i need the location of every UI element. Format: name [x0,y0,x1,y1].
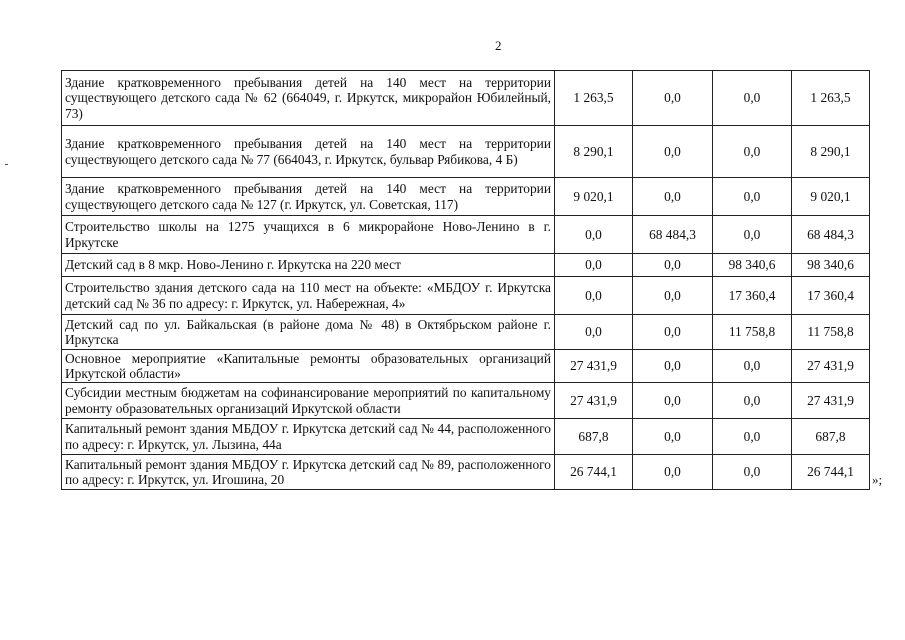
table-row [62,383,870,419]
value-cell: 0,0 [713,71,792,126]
value-cell: 0,0 [633,277,713,315]
value-cell: 0,0 [633,383,713,419]
budget-table [61,70,870,490]
row-description: Здание кратковременного пребывания детей на 140 мест на территории существующего детского сада № 127 (г. Иркутск, ул. Советская, 117) [62,178,555,216]
value-cell: 0,0 [555,254,633,277]
table-row [62,216,870,254]
row-description: Детский сад по ул. Байкальская (в районе дома № 48) в Октябрьском районе г. Иркутска [62,315,555,350]
value-cell: 0,0 [555,315,633,350]
table-row [62,71,870,126]
value-cell: 0,0 [633,315,713,350]
value-cell: 0,0 [633,178,713,216]
value-cell: 687,8 [555,419,633,455]
value-cell: 68 484,3 [792,216,870,254]
value-cell: 0,0 [633,71,713,126]
table-row [62,126,870,178]
value-cell: 98 340,6 [713,254,792,277]
row-description: Основное мероприятие «Капитальные ремонты образовательных организаций Иркутской области» [62,350,555,383]
value-cell: 1 263,5 [792,71,870,126]
value-cell: 8 290,1 [792,126,870,178]
value-cell: 27 431,9 [792,383,870,419]
table-row [62,419,870,455]
value-cell: 0,0 [713,216,792,254]
value-cell: 0,0 [713,383,792,419]
row-description: Субсидии местным бюджетам на софинансирование мероприятий по капитальному ремонту образовательных организаций Иркутской области [62,383,555,419]
value-cell: 0,0 [633,419,713,455]
value-cell: 0,0 [633,126,713,178]
table-row [62,277,870,315]
value-cell: 9 020,1 [555,178,633,216]
value-cell: 0,0 [713,178,792,216]
value-cell: 0,0 [713,126,792,178]
table-row [62,254,870,277]
value-cell: 0,0 [713,455,792,490]
value-cell: 687,8 [792,419,870,455]
value-cell: 0,0 [713,419,792,455]
value-cell: 8 290,1 [555,126,633,178]
table-row [62,350,870,383]
table-row [62,315,870,350]
value-cell: 26 744,1 [792,455,870,490]
value-cell: 11 758,8 [713,315,792,350]
value-cell: 1 263,5 [555,71,633,126]
row-description: Капитальный ремонт здания МБДОУ г. Иркутска детский сад № 44, расположенного по адресу: г. Иркутск, ул. Лызина, 44а [62,419,555,455]
value-cell: 0,0 [633,455,713,490]
value-cell: 9 020,1 [792,178,870,216]
value-cell: 68 484,3 [633,216,713,254]
row-description: Детский сад в 8 мкр. Ново-Ленино г. Иркутска на 220 мест [62,254,555,277]
value-cell: 0,0 [713,350,792,383]
value-cell: 27 431,9 [792,350,870,383]
row-description: Строительство здания детского сада на 110 мест на объекте: «МБДОУ г. Иркутска детский сад № 36 по адресу: г. Иркутск, ул. Набережная, 4» [62,277,555,315]
closing-quote-mark: »; [872,472,883,487]
value-cell: 27 431,9 [555,350,633,383]
value-cell: 27 431,9 [555,383,633,419]
row-description: Строительство школы на 1275 учащихся в 6 микрорайоне Ново-Ленино в г. Иркутске [62,216,555,254]
value-cell: 17 360,4 [792,277,870,315]
row-description: Здание кратковременного пребывания детей на 140 мест на территории существующего детского сада № 62 (664049, г. Иркутск, микрорайон Юбилейный, 73) [62,71,555,126]
value-cell: 26 744,1 [555,455,633,490]
value-cell: 0,0 [633,350,713,383]
value-cell: 98 340,6 [792,254,870,277]
value-cell: 0,0 [555,216,633,254]
value-cell: 0,0 [633,254,713,277]
value-cell: 0,0 [555,277,633,315]
row-description: Здание кратковременного пребывания детей на 140 мест на территории существующего детского сада № 77 (664043, г. Иркутск, бульвар Рябикова, 4 Б) [62,126,555,178]
scan-artifact [5,164,8,165]
value-cell: 11 758,8 [792,315,870,350]
page-number: 2 [495,38,502,53]
row-description: Капитальный ремонт здания МБДОУ г. Иркутска детский сад № 89, расположенного по адресу: г. Иркутск, ул. Игошина, 20 [62,455,555,490]
value-cell: 17 360,4 [713,277,792,315]
table-row [62,455,870,490]
table-row [62,178,870,216]
